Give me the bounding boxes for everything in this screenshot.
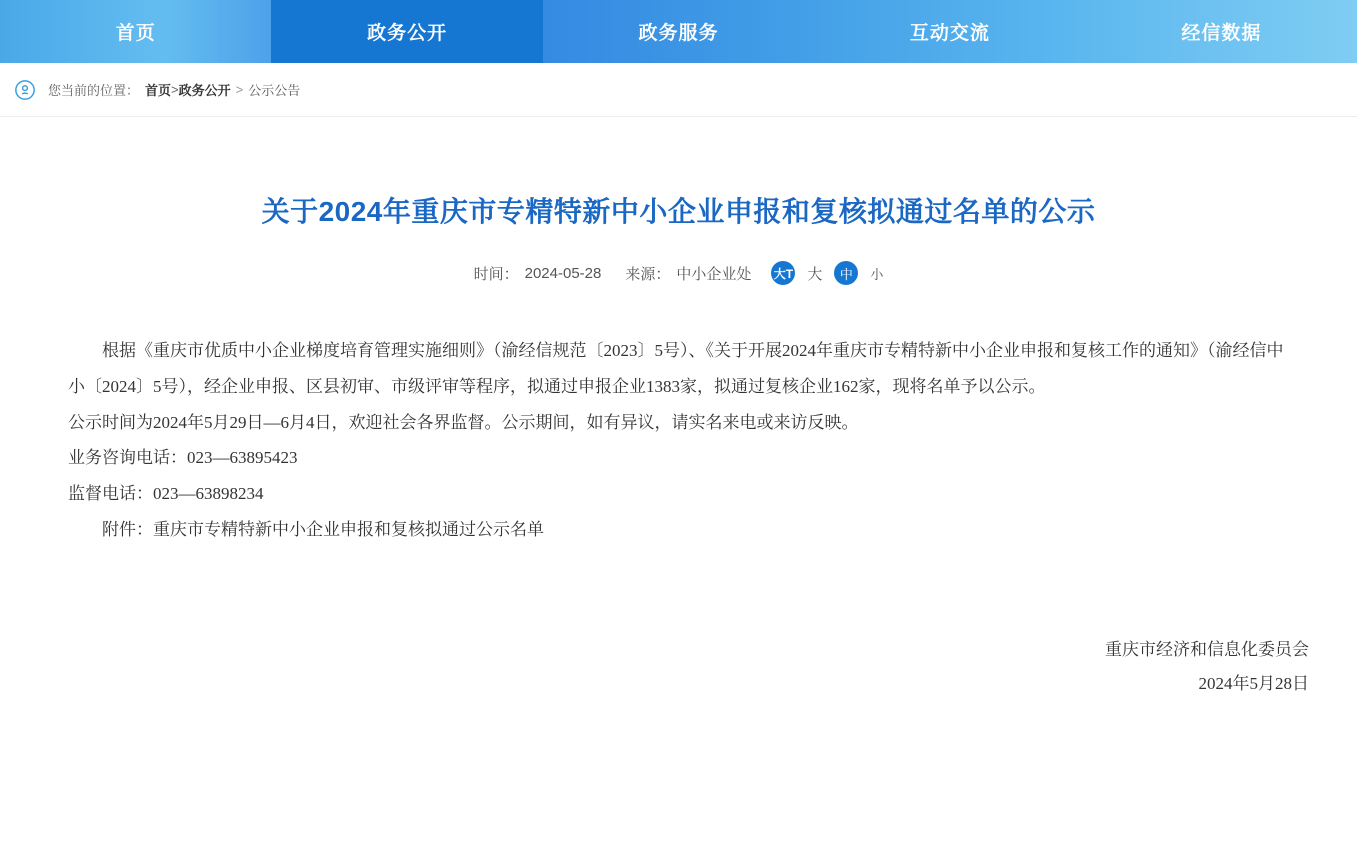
nav-item-label: 经信数据 xyxy=(1181,23,1262,44)
nav-item-label: 政务服务 xyxy=(638,23,719,44)
article-signature xyxy=(38,633,1319,701)
article-container xyxy=(0,192,1357,701)
time-label: 时间： xyxy=(473,265,519,283)
breadcrumb xyxy=(0,63,1357,117)
article-paragraph: 公示时间为2024年5月29日—6月4日，欢迎社会各界监督。公示期间，如有异议，请实名来电或来访反映。 xyxy=(68,412,859,432)
article-paragraph: 业务咨询电话：023—63895423 xyxy=(68,448,298,468)
nav-item-government-services[interactable] xyxy=(543,0,814,63)
signature-date: 2024年5月28日 xyxy=(1198,674,1309,694)
main-navigation xyxy=(0,0,1357,63)
font-size-small-button[interactable]: 小 xyxy=(870,266,884,282)
font-size-control xyxy=(771,261,883,285)
nav-item-label: 互动交流 xyxy=(909,23,990,44)
source-label: 来源： xyxy=(625,265,671,283)
article-paragraph: 根据《重庆市优质中小企业梯度培育管理实施细则》（渝经信规范〔2023〕5号）、《关于开展2024年重庆市专精特新中小企业申报和复核工作的通知》（渝经信中小〔2024〕5号），经企业申报、区县初审、市级评审等程序，拟通过申报企业1383家，拟通过复核企业162家，现将名单予以公示。 xyxy=(68,341,1284,396)
time-value: 2024-05-28 xyxy=(524,264,602,282)
article-paragraph: 监督电话：023—63898234 xyxy=(68,483,264,503)
breadcrumb-item-government-affairs[interactable]: 政务公开 xyxy=(178,83,231,98)
font-size-medium-button[interactable]: 中 xyxy=(834,261,858,285)
nav-item-government-affairs[interactable] xyxy=(271,0,542,63)
location-pin-icon xyxy=(12,77,38,103)
breadcrumb-item-announcements[interactable]: 公示公告 xyxy=(248,83,301,98)
nav-item-label: 政务公开 xyxy=(367,23,448,44)
article-meta xyxy=(38,261,1319,285)
article-body xyxy=(38,333,1319,547)
nav-item-home[interactable] xyxy=(0,0,271,63)
breadcrumb-item-home[interactable]: 首页 xyxy=(145,83,172,98)
breadcrumb-separator: > xyxy=(171,82,179,97)
nav-item-interaction[interactable] xyxy=(814,0,1085,63)
font-size-icon[interactable]: 大T xyxy=(771,261,795,285)
page-title: 关于2024年重庆市专精特新中小企业申报和复核拟通过名单的公示 xyxy=(261,196,1096,227)
breadcrumb-prefix: 您当前的位置： xyxy=(48,83,140,98)
source-value: 中小企业处 xyxy=(676,265,752,283)
article-attachment[interactable]: 附件：重庆市专精特新中小企业申报和复核拟通过公示名单 xyxy=(102,519,544,539)
nav-item-label: 首页 xyxy=(115,23,156,44)
signature-organization: 重庆市经济和信息化委员会 xyxy=(1105,640,1309,660)
breadcrumb-separator: > xyxy=(235,82,244,97)
nav-item-data[interactable] xyxy=(1086,0,1357,63)
font-size-large-button[interactable]: 大 xyxy=(807,265,823,283)
